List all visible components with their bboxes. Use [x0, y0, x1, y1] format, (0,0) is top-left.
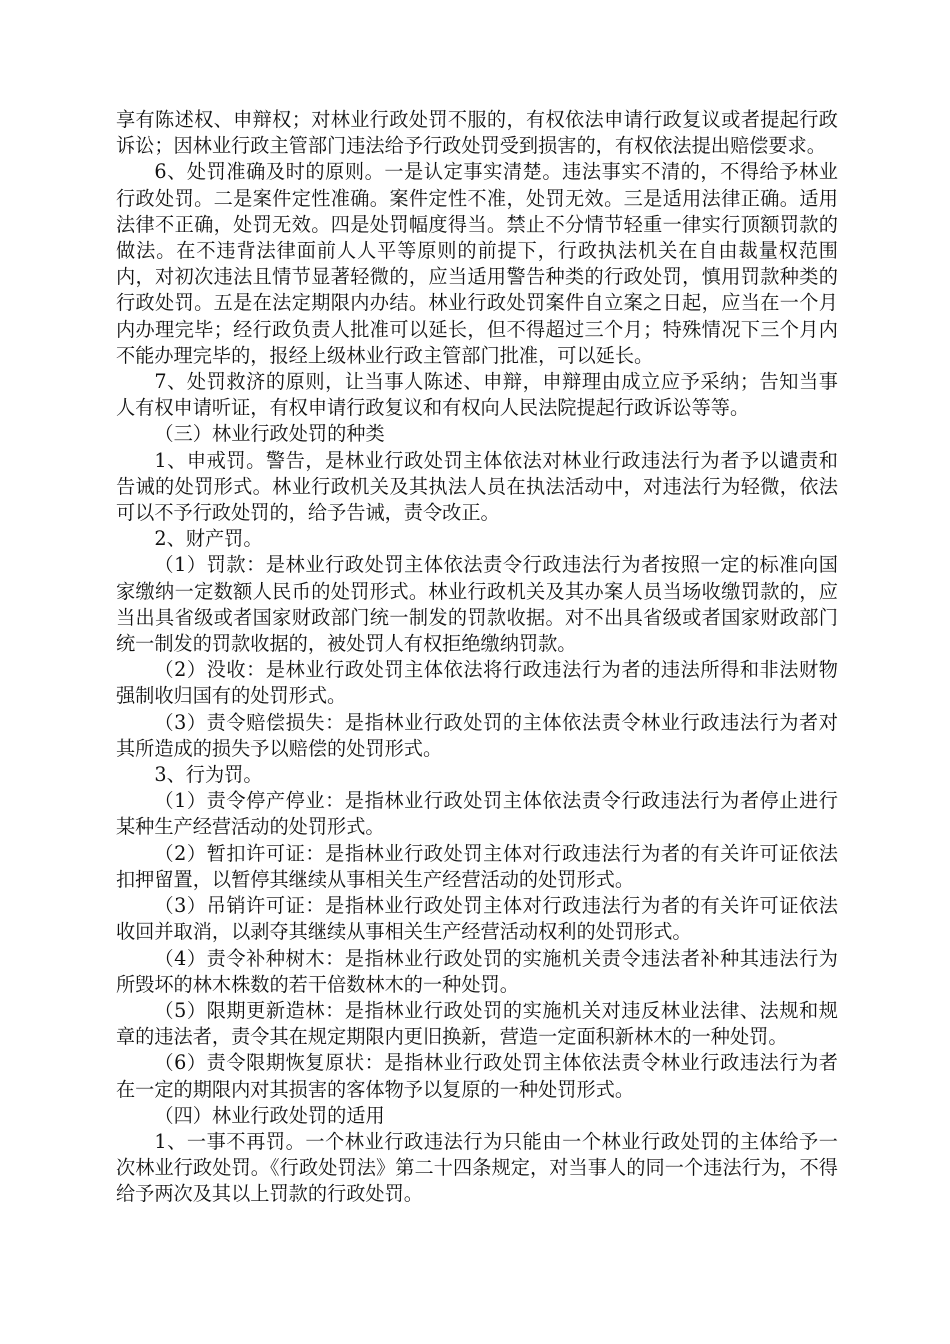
paragraph-principle-7: 7、处罚救济的原则，让当事人陈述、申辩，申辩理由成立应予采纳；告知当事人有权申请听证，有权申请行政复议和有权向人民法院提起行政诉讼等等。 [116, 370, 838, 420]
paragraph-penalty-2: 2、财产罚。 [154, 527, 263, 551]
document-body [116, 107, 838, 1208]
paragraph-restoration: （6）责令限期恢复原状：是指林业行政处罚主体依法责令林业行政违法行为者在一定的期限内对其损害的客体物予以复原的一种处罚形式。 [116, 1051, 838, 1101]
paragraph-penalty-1: 1、申戒罚。警告，是林业行政处罚主体依法对林业行政违法行为者予以谴责和告诫的处罚形式。林业行政机关及其执法人员在执法活动中，对违法行为轻微，依法可以不予行政处罚的，给予告诫，责令改正。 [116, 448, 838, 525]
paragraph-replanting: （4）责令补种树木：是指林业行政处罚的实施机关责令违法者补种其违法行为所毁坏的林木株数的若干倍数林木的一种处罚。 [116, 946, 838, 996]
paragraph-continuation: 享有陈述权、申辩权；对林业行政处罚不服的，有权依法申请行政复议或者提起行政诉讼；因林业行政主管部门违法给予行政处罚受到损害的，有权依法提出赔偿要求。 [116, 108, 838, 158]
paragraph-no-double-penalty: 1、一事不再罚。一个林业行政违法行为只能由一个林业行政处罚的主体给予一次林业行政处罚。《行政处罚法》第二十四条规定，对当事人的同一个违法行为，不得给予两次及其以上罚款的行政处罚。 [116, 1129, 838, 1206]
section-heading-4: （四）林业行政处罚的适用 [154, 1103, 385, 1127]
paragraph-permit-hold: （2）暂扣许可证：是指林业行政处罚主体对行政违法行为者的有关许可证依法扣押留置，以暂停其继续从事相关生产经营活动的处罚形式。 [116, 841, 838, 891]
section-heading-3: （三）林业行政处罚的种类 [154, 422, 385, 446]
paragraph-reforestation: （5）限期更新造林：是指林业行政处罚的实施机关对违反林业法律、法规和规章的违法者，责令其在规定期限内更旧换新，营造一定面积新林木的一种处罚。 [116, 998, 838, 1049]
paragraph-penalty-3: 3、行为罚。 [154, 763, 263, 787]
paragraph-principle-6: 6、处罚准确及时的原则。一是认定事实清楚。违法事实不清的，不得给予林业行政处罚。二是案件定性准确。案件定性不准，处罚无效。三是适用法律正确。适用法律不正确，处罚无效。四是处罚幅度得当。禁止不分情节轻重一律实行顶额罚款的做法。在不违背法律面前人人平等原则的前提下，行政执法机关在自由裁量权范围内，对初次违法且情节显著轻微的，应当适用警告种类的行政处罚，慎用罚款种类的行政处罚。五是在法定期限内办结。林业行政处罚案件自立案之日起，应当在一个月内办理完毕；经行政负责人批准可以延长，但不得超过三个月；特殊情况下三个月内不能办理完毕的，报经上级林业行政主管部门批准，可以延长。 [116, 160, 838, 367]
paragraph-compensation: （3）责令赔偿损失：是指林业行政处罚的主体依法责令林业行政违法行为者对其所造成的损失予以赔偿的处罚形式。 [116, 710, 838, 760]
paragraph-suspension: （1）责令停产停业：是指林业行政处罚主体依法责令行政违法行为者停止进行某种生产经营活动的处罚形式。 [116, 789, 838, 839]
paragraph-fine: （1）罚款：是林业行政处罚主体依法责令行政违法行为者按照一定的标准向国家缴纳一定数额人民币的处罚形式。林业行政机关及其办案人员当场收缴罚款的，应当出具省级或者国家财政部门统一制发的罚款收据。对不出具省级或者国家财政部门统一制发的罚款收据的，被处罚人有权拒绝缴纳罚款。 [116, 553, 838, 656]
paragraph-permit-revoke: （3）吊销许可证：是指林业行政处罚主体对行政违法行为者的有关许可证依法收回并取消，以剥夺其继续从事相关生产经营活动权利的处罚形式。 [116, 894, 838, 944]
paragraph-confiscation: （2）没收：是林业行政处罚主体依法将行政违法行为者的违法所得和非法财物强制收归国有的处罚形式。 [116, 658, 838, 708]
